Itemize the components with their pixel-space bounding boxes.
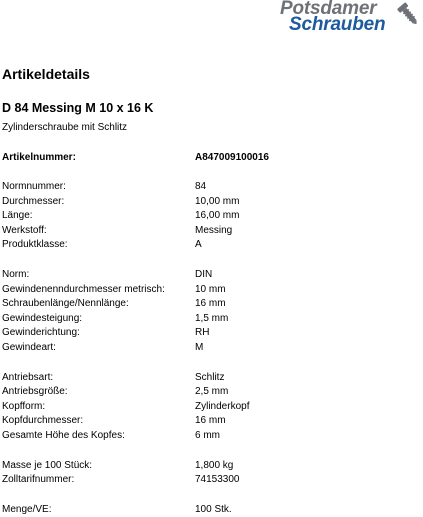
attribute-row bbox=[2, 297, 423, 312]
attribute-value: 1,800 kg bbox=[195, 459, 234, 471]
attribute-value: M bbox=[195, 341, 204, 353]
attribute-row bbox=[2, 209, 423, 224]
attribute-label: Masse je 100 Stück: bbox=[2, 459, 93, 471]
attribute-value: Schlitz bbox=[195, 371, 225, 383]
attribute-label: Norm: bbox=[2, 268, 30, 280]
attribute-row bbox=[2, 341, 423, 356]
attribute-label: Gewindenenndurchmesser metrisch: bbox=[2, 283, 165, 295]
article-number-value: A847009100016 bbox=[195, 152, 269, 163]
attribute-label: Gewinderichtung: bbox=[2, 327, 80, 339]
attribute-label: Menge/VE: bbox=[2, 503, 52, 515]
group-spacer bbox=[2, 488, 423, 503]
attribute-value: Messing bbox=[195, 224, 233, 236]
attribute-value: 10 mm bbox=[195, 283, 226, 295]
attribute-list bbox=[2, 180, 423, 517]
attribute-row bbox=[2, 400, 423, 415]
attribute-label: Kopfform: bbox=[2, 400, 46, 412]
attribute-row bbox=[2, 268, 423, 283]
screw-icon bbox=[395, 1, 422, 28]
attribute-label: Schraubenlänge/Nennlänge: bbox=[2, 298, 129, 310]
attribute-label: Länge: bbox=[2, 210, 33, 222]
attribute-row bbox=[2, 459, 423, 474]
attribute-row bbox=[2, 195, 423, 210]
attribute-row bbox=[2, 503, 423, 517]
brand-logo[interactable] bbox=[280, 0, 423, 40]
article-number-label: Artikelnummer: bbox=[2, 152, 76, 163]
logo-text-potsdamer: Potsdamer bbox=[280, 0, 377, 19]
attribute-value: RH bbox=[195, 327, 210, 339]
product-subtitle: Zylinderschraube mit Schlitz bbox=[2, 122, 128, 133]
attribute-label: Gesamte Höhe des Kopfes: bbox=[2, 429, 125, 441]
attribute-row bbox=[2, 385, 423, 400]
attribute-row bbox=[2, 180, 423, 195]
attribute-row bbox=[2, 326, 423, 341]
attribute-value: 6 mm bbox=[195, 429, 220, 441]
attribute-row bbox=[2, 473, 423, 488]
attribute-label: Werkstoff: bbox=[2, 224, 47, 236]
attribute-value: 16,00 mm bbox=[195, 210, 240, 222]
attribute-label: Produktklasse: bbox=[2, 239, 68, 251]
attribute-value: 10,00 mm bbox=[195, 195, 240, 207]
attribute-value: 2,5 mm bbox=[195, 386, 229, 398]
attribute-label: Antriebsart: bbox=[2, 371, 54, 383]
group-spacer bbox=[2, 444, 423, 459]
attribute-row bbox=[2, 283, 423, 298]
article-number-row bbox=[2, 151, 423, 166]
page-title: Artikeldetails bbox=[2, 66, 90, 82]
group-spacer bbox=[2, 253, 423, 268]
product-title: D 84 Messing M 10 x 16 K bbox=[2, 101, 154, 115]
logo-text-schrauben: Schrauben bbox=[289, 14, 386, 35]
attribute-value: 74153300 bbox=[195, 474, 240, 486]
attribute-value: 1,5 mm bbox=[195, 312, 229, 324]
attribute-value: A bbox=[195, 239, 202, 251]
attribute-label: Normnummer: bbox=[2, 181, 66, 192]
attribute-row bbox=[2, 238, 423, 253]
attribute-label: Gewindesteigung: bbox=[2, 312, 83, 324]
attribute-label: Gewindeart: bbox=[2, 341, 56, 353]
attribute-label: Durchmesser: bbox=[2, 195, 65, 207]
attribute-label: Antriebsgröße: bbox=[2, 386, 68, 398]
attribute-value: 16 mm bbox=[195, 298, 226, 310]
attribute-row bbox=[2, 224, 423, 239]
attribute-row bbox=[2, 312, 423, 327]
attribute-row bbox=[2, 414, 423, 429]
attribute-value: DIN bbox=[195, 268, 213, 280]
attribute-row bbox=[2, 371, 423, 386]
attribute-value: 16 mm bbox=[195, 415, 226, 427]
attribute-value: 100 Stk. bbox=[195, 503, 232, 515]
attribute-value: Zylinderkopf bbox=[195, 400, 250, 412]
group-spacer bbox=[2, 356, 423, 371]
attribute-label: Kopfdurchmesser: bbox=[2, 415, 84, 427]
attribute-label: Zolltarifnummer: bbox=[2, 474, 75, 486]
attribute-row bbox=[2, 429, 423, 444]
attribute-value: 84 bbox=[195, 181, 207, 192]
